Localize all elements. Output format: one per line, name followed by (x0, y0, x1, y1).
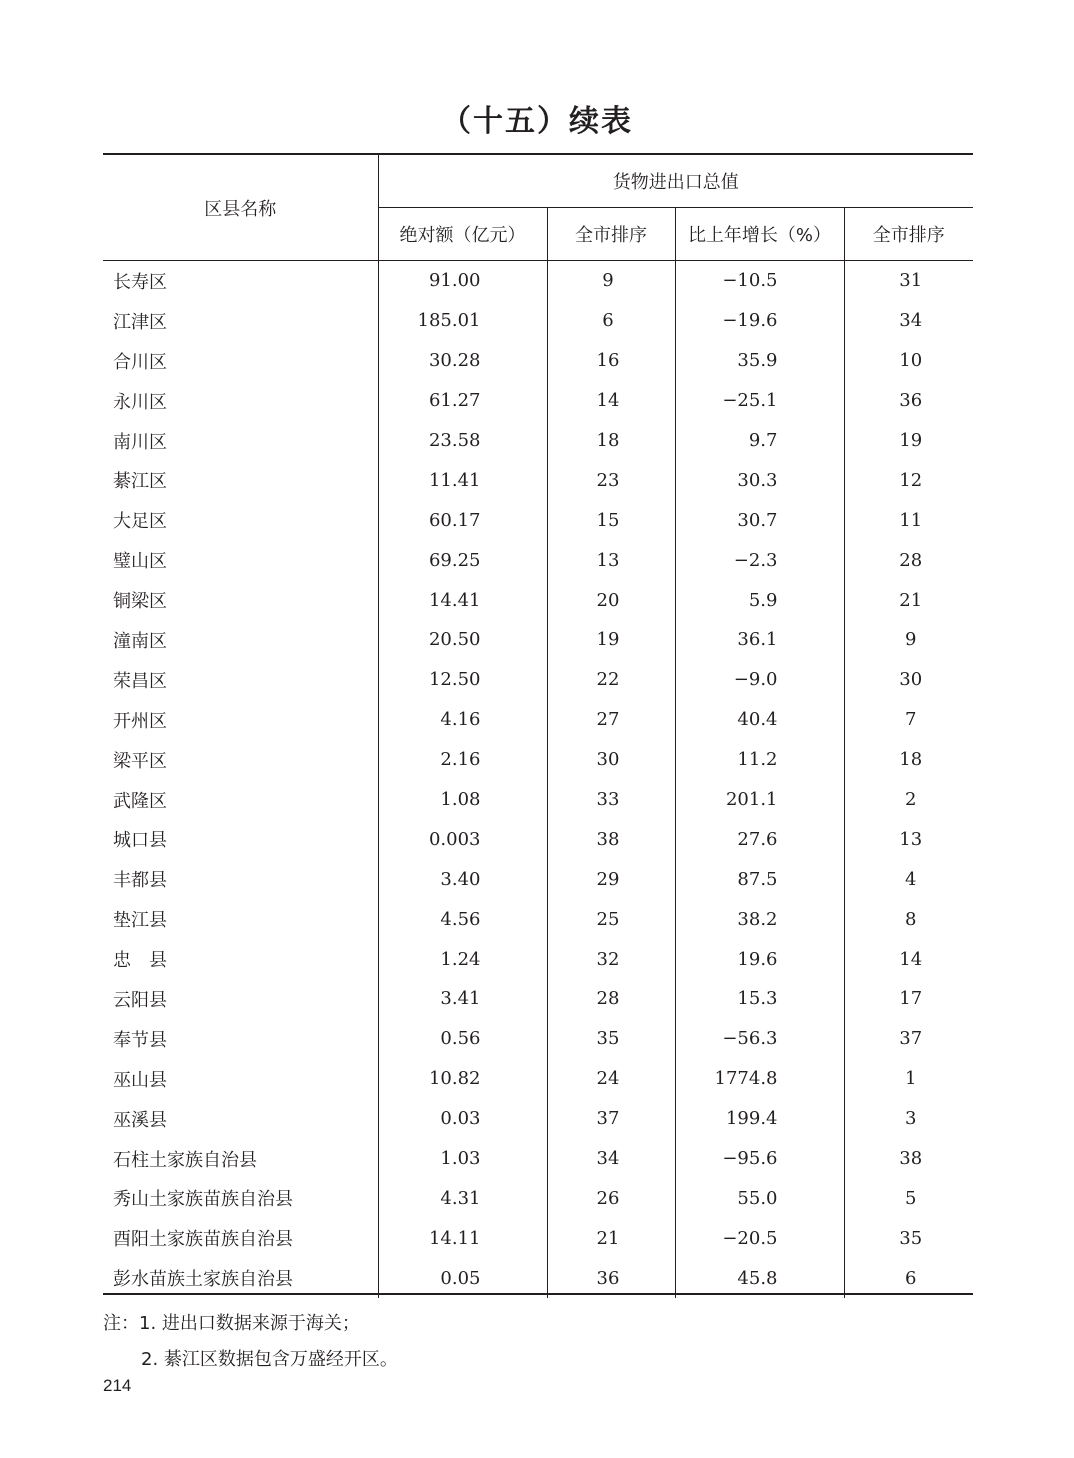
table-row (103, 859, 973, 899)
data-table (103, 155, 973, 1298)
amount-rank-cell: 28 (547, 979, 675, 1019)
district-name-cell: 彭水苗族土家族自治县 (113, 1269, 293, 1291)
amount-cell: 1.24 (378, 939, 547, 979)
growth-rank-cell: 30 (844, 660, 973, 700)
table-row (103, 819, 973, 859)
amount-rank-cell: 25 (547, 899, 675, 939)
amount-cell: 0.003 (378, 819, 547, 859)
amount-rank-cell: 24 (547, 1059, 675, 1099)
growth-rank-cell: 19 (844, 421, 973, 461)
amount-cell: 2.16 (378, 740, 547, 780)
district-name-cell: 江津区 (113, 311, 167, 333)
table-row (103, 1218, 973, 1258)
amount-cell: 23.58 (378, 421, 547, 461)
district-name-cell: 綦江区 (113, 471, 167, 493)
growth-cell: 199.4 (675, 1099, 844, 1139)
table-row (103, 939, 973, 979)
note-1: 注：1. 进出口数据来源于海关； (103, 1313, 360, 1334)
amount-cell: 14.41 (378, 580, 547, 620)
growth-rank-cell: 37 (844, 1019, 973, 1059)
table-bottom-rule (103, 1293, 973, 1295)
district-name-cell: 永川区 (113, 391, 167, 413)
growth-rank-cell: 7 (844, 700, 973, 740)
page-title: （十五）续表 (441, 104, 633, 139)
growth-rank-cell: 21 (844, 580, 973, 620)
district-name-cell: 荣昌区 (113, 670, 167, 692)
amount-cell: 10.82 (378, 1059, 547, 1099)
growth-cell: 40.4 (675, 700, 844, 740)
growth-cell: 87.5 (675, 859, 844, 899)
growth-rank-cell: 11 (844, 500, 973, 540)
amount-cell: 0.03 (378, 1099, 547, 1139)
amount-rank-cell: 16 (547, 341, 675, 381)
amount-rank-cell: 34 (547, 1139, 675, 1179)
district-name-cell: 丰都县 (113, 870, 167, 892)
table-row (103, 1099, 973, 1139)
growth-cell: 27.6 (675, 819, 844, 859)
growth-cell: −20.5 (675, 1218, 844, 1258)
growth-rank-cell: 18 (844, 740, 973, 780)
growth-rank-cell: 35 (844, 1218, 973, 1258)
district-name-cell: 大足区 (113, 511, 167, 533)
table-notes (103, 1306, 398, 1378)
district-name-cell: 武隆区 (113, 790, 167, 812)
growth-rank-cell: 9 (844, 620, 973, 660)
table-row (103, 381, 973, 421)
growth-cell: 36.1 (675, 620, 844, 660)
header-rank-amount: 全市排序 (547, 208, 675, 261)
table-row (103, 580, 973, 620)
amount-rank-cell: 38 (547, 819, 675, 859)
amount-cell: 0.05 (378, 1258, 547, 1298)
header-amount: 绝对额（亿元） (378, 208, 547, 261)
table-row (103, 660, 973, 700)
amount-rank-cell: 13 (547, 540, 675, 580)
amount-cell: 185.01 (378, 301, 547, 341)
growth-rank-cell: 38 (844, 1139, 973, 1179)
table-row (103, 740, 973, 780)
district-name-cell: 巫溪县 (113, 1109, 167, 1131)
table-row (103, 301, 973, 341)
header-trade-total: 货物进出口总值 (378, 155, 973, 208)
amount-cell: 1.08 (378, 780, 547, 820)
table-row (103, 1059, 973, 1099)
amount-rank-cell: 22 (547, 660, 675, 700)
amount-rank-cell: 35 (547, 1019, 675, 1059)
header-district-name: 区县名称 (103, 155, 378, 261)
amount-rank-cell: 26 (547, 1178, 675, 1218)
district-name-cell: 城口县 (113, 830, 167, 852)
growth-rank-cell: 4 (844, 859, 973, 899)
growth-rank-cell: 31 (844, 261, 973, 301)
table-row (103, 261, 973, 301)
growth-cell: 15.3 (675, 979, 844, 1019)
growth-rank-cell: 34 (844, 301, 973, 341)
growth-rank-cell: 17 (844, 979, 973, 1019)
growth-rank-cell: 3 (844, 1099, 973, 1139)
amount-cell: 91.00 (378, 261, 547, 301)
district-name-cell: 石柱土家族自治县 (113, 1149, 257, 1171)
table-row (103, 899, 973, 939)
growth-cell: 9.7 (675, 421, 844, 461)
growth-cell: 19.6 (675, 939, 844, 979)
growth-rank-cell: 2 (844, 780, 973, 820)
amount-cell: 4.31 (378, 1178, 547, 1218)
amount-rank-cell: 29 (547, 859, 675, 899)
amount-rank-cell: 36 (547, 1258, 675, 1298)
amount-cell: 14.11 (378, 1218, 547, 1258)
table-row (103, 979, 973, 1019)
note-2: 2. 綦江区数据包含万盛经开区。 (141, 1349, 398, 1370)
growth-cell: 1774.8 (675, 1059, 844, 1099)
district-name-cell: 南川区 (113, 431, 167, 453)
table-row (103, 1139, 973, 1179)
amount-rank-cell: 19 (547, 620, 675, 660)
growth-cell: 35.9 (675, 341, 844, 381)
growth-cell: 5.9 (675, 580, 844, 620)
amount-cell: 11.41 (378, 460, 547, 500)
growth-cell: −9.0 (675, 660, 844, 700)
amount-rank-cell: 18 (547, 421, 675, 461)
amount-rank-cell: 37 (547, 1099, 675, 1139)
district-name-cell: 开州区 (113, 710, 167, 732)
district-name-cell: 酉阳土家族苗族自治县 (113, 1229, 293, 1251)
amount-rank-cell: 33 (547, 780, 675, 820)
amount-rank-cell: 27 (547, 700, 675, 740)
growth-cell: −56.3 (675, 1019, 844, 1059)
amount-cell: 12.50 (378, 660, 547, 700)
table-row (103, 500, 973, 540)
growth-rank-cell: 5 (844, 1178, 973, 1218)
amount-rank-cell: 20 (547, 580, 675, 620)
table-row (103, 540, 973, 580)
district-name-cell: 铜梁区 (113, 591, 167, 613)
district-name-cell: 璧山区 (113, 551, 167, 573)
district-name-cell: 秀山土家族苗族自治县 (113, 1189, 293, 1211)
district-name-cell: 奉节县 (113, 1029, 167, 1051)
growth-cell: −2.3 (675, 540, 844, 580)
table-row (103, 780, 973, 820)
district-name-cell: 云阳县 (113, 989, 167, 1011)
growth-cell: −19.6 (675, 301, 844, 341)
amount-rank-cell: 9 (547, 261, 675, 301)
amount-cell: 0.56 (378, 1019, 547, 1059)
growth-cell: 201.1 (675, 780, 844, 820)
growth-rank-cell: 1 (844, 1059, 973, 1099)
table-row (103, 620, 973, 660)
district-name-cell: 潼南区 (113, 630, 167, 652)
district-name-cell: 垫江县 (113, 910, 167, 932)
district-name-cell: 巫山县 (113, 1069, 167, 1091)
amount-rank-cell: 23 (547, 460, 675, 500)
district-name-cell: 梁平区 (113, 750, 167, 772)
amount-cell: 30.28 (378, 341, 547, 381)
header-growth: 比上年增长（%） (675, 208, 844, 261)
growth-cell: 45.8 (675, 1258, 844, 1298)
growth-cell: −25.1 (675, 381, 844, 421)
growth-rank-cell: 36 (844, 381, 973, 421)
table-row (103, 1178, 973, 1218)
growth-cell: 30.7 (675, 500, 844, 540)
growth-cell: −95.6 (675, 1139, 844, 1179)
amount-cell: 20.50 (378, 620, 547, 660)
growth-rank-cell: 8 (844, 899, 973, 939)
amount-rank-cell: 6 (547, 301, 675, 341)
growth-rank-cell: 28 (844, 540, 973, 580)
table-row (103, 460, 973, 500)
amount-rank-cell: 30 (547, 740, 675, 780)
table-row (103, 421, 973, 461)
growth-rank-cell: 12 (844, 460, 973, 500)
page-number: 214 (103, 1376, 132, 1395)
amount-cell: 1.03 (378, 1139, 547, 1179)
amount-rank-cell: 14 (547, 381, 675, 421)
growth-cell: 55.0 (675, 1178, 844, 1218)
amount-cell: 3.41 (378, 979, 547, 1019)
district-name-cell: 忠 县 (113, 950, 167, 972)
amount-rank-cell: 21 (547, 1218, 675, 1258)
amount-cell: 3.40 (378, 859, 547, 899)
growth-rank-cell: 6 (844, 1258, 973, 1298)
growth-cell: 30.3 (675, 460, 844, 500)
district-name-cell: 合川区 (113, 351, 167, 373)
district-name-cell: 长寿区 (113, 271, 167, 293)
growth-cell: 11.2 (675, 740, 844, 780)
growth-rank-cell: 14 (844, 939, 973, 979)
header-rank-growth: 全市排序 (844, 208, 973, 261)
table-row (103, 341, 973, 381)
table-row (103, 1019, 973, 1059)
amount-rank-cell: 32 (547, 939, 675, 979)
amount-cell: 4.16 (378, 700, 547, 740)
growth-rank-cell: 13 (844, 819, 973, 859)
table-row (103, 700, 973, 740)
amount-cell: 60.17 (378, 500, 547, 540)
growth-rank-cell: 10 (844, 341, 973, 381)
amount-cell: 69.25 (378, 540, 547, 580)
amount-cell: 4.56 (378, 899, 547, 939)
amount-rank-cell: 15 (547, 500, 675, 540)
growth-cell: −10.5 (675, 261, 844, 301)
growth-cell: 38.2 (675, 899, 844, 939)
amount-cell: 61.27 (378, 381, 547, 421)
